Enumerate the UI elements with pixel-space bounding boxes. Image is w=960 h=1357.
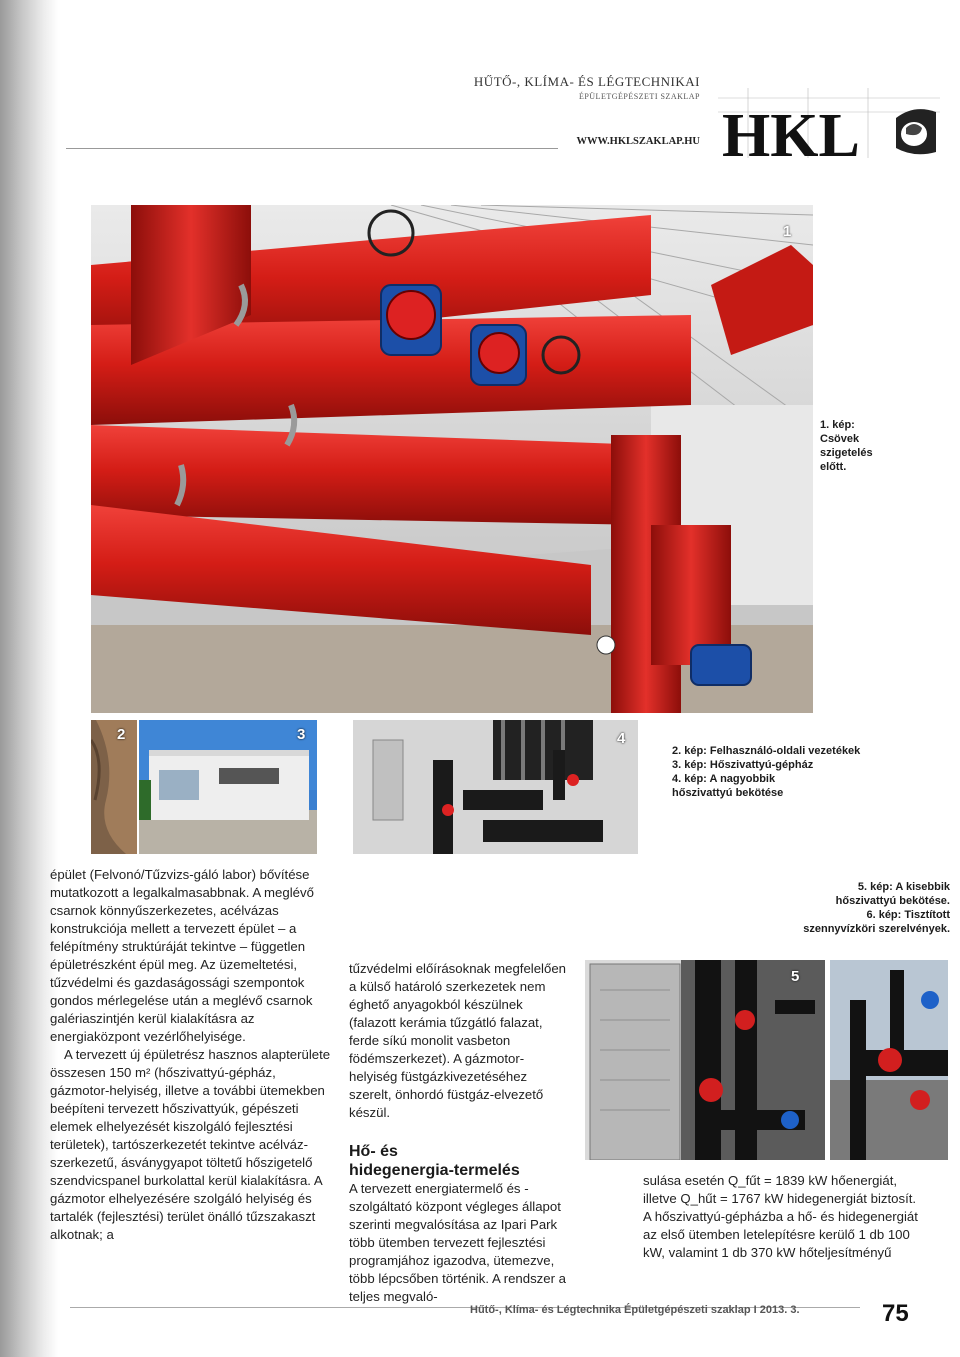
paragraph-3: tűzvédelmi előírásoknak megfelelően a külső határoló szerkezetek nem éghető anyagokból készülnek (falazott kerámia tűzgátló falazat, ferde síkú monolit vasbeton födémszerkezet). A gázmotor-helyiség füstgázkivezetéséhez szerelt, önhordó füstgáz-elvezető készül.: [349, 961, 566, 1120]
text-column-2: [349, 960, 572, 1306]
pipes-illustration: [91, 205, 813, 713]
photo-3-illustration: [139, 720, 317, 854]
header-rule: [66, 148, 558, 149]
caption-photo-1: 1. kép: Csövek szigetelés előtt.: [820, 419, 873, 473]
photo-5-illustration: [585, 960, 825, 1160]
photo-2-illustration: [91, 720, 137, 854]
text-column-1: [50, 866, 333, 1244]
magazine-title: HŰTŐ-, KLÍMA- ÉS LÉGTECHNIKAI: [473, 74, 700, 89]
caption-photos-2-4: 2. kép: Felhasználó-oldali vezetékek 3. kép: Hőszivattyú-gépház 4. kép: A nagyobbik hőszivattyú bekötése: [672, 745, 861, 799]
footer-magazine-info: Hűtő-, Klíma- és Légtechnika Épületgépészeti szaklap I 2013. 3.: [470, 1304, 800, 1316]
photo-3-building: [139, 720, 317, 854]
paragraph-1: épület (Felvonó/Tűzvizs-gáló labor) bővítése mutatkozott a legalkalmasabbnak. A meglévő csarnok könnyűszerkezetes, acélvázas konstrukciója mellett a tervezett épület – a felépítmény struktúráját tekintve – független épületrészként épül meg. Az üzemeltetési, tűzvédelmi és gazdaságossági szempontok gondos mérlegelése után a meglévő csarnok galériaszintjén kerül kialakításra az energiaközpont vezérlőhelyisége.: [50, 867, 314, 1044]
section-heading-line-2: hidegenergia-termelés: [349, 1162, 520, 1179]
magazine-subtitle: ÉPÜLETGÉPÉSZETI SZAKLAP: [578, 92, 700, 101]
photo-2: [91, 720, 137, 854]
photo-1-pipes: [91, 205, 813, 713]
paragraph-4: A tervezett energiatermelő és -szolgáltató központ végleges állapot szerinti megvalósítása az Ipari Park több ütemben tervezett fejlesztési programjához igazodva, ütemezve, több lépcsőben történik. A rendszer a teljes megvaló-: [349, 1181, 566, 1304]
photo-4-heatpump: [353, 720, 638, 854]
masthead: [473, 60, 940, 160]
page-number: 75: [882, 1300, 909, 1327]
photo-3-number: 3: [297, 726, 306, 743]
caption-photos-5-6: 5. kép: A kisebbik hőszivattyú bekötése. 6. kép: Tisztított szennyvízköri szerelvények.: [803, 881, 950, 935]
hkl-logo: [718, 88, 940, 158]
photo-4-illustration: [353, 720, 638, 854]
section-heading-line-1: Hő- és: [349, 1143, 398, 1160]
photo-6-sewage-fittings: [830, 960, 948, 1160]
photo-6-illustration: [830, 960, 948, 1160]
paragraph-5: sulása esetén Q_fűt = 1839 kW hőenergiát, illetve Q_hűt = 1767 kW hidegenergiát biztosít. A hőszivattyú-gépházba a hő- és hidegenergiát az első ütemben letelepítésre kerülő 1 db 100 kW, valamint 1 db 370 kW hőteljesítményű: [643, 1173, 918, 1260]
photo-1-number: 1: [783, 223, 792, 240]
photo-5-small-heatpump: [585, 960, 825, 1160]
text-column-3: [643, 1172, 926, 1262]
photo-2-number: 2: [117, 726, 126, 743]
magazine-url[interactable]: WWW.HKLSZAKLAP.HU: [576, 136, 700, 147]
svg-text:HKL: HKL: [722, 102, 860, 158]
paragraph-2: A tervezett új épületrész hasznos alapterülete összesen 150 m² (hőszivattyú-gépház, gázmotor-helyiség, illetve a további ütemekben beépíteni tervezett hőszivattyúk, gépészeti elemek elhelyezését kiszolgáló fejlesztési területek), tartószerkezetét tekintve acélváz-szerkezetű, ásványgyapot töltetű hőszigetelő szendvicspanel burkolattal kerül kialakításra. A gázmotor elhelyezésére szolgáló helyiség és tartalék (fejlesztési) terület önálló tűzszakaszt alkotnak; a: [50, 1047, 331, 1242]
photo-4-number: 4: [617, 730, 626, 747]
photo-5-number: 5: [791, 968, 800, 985]
